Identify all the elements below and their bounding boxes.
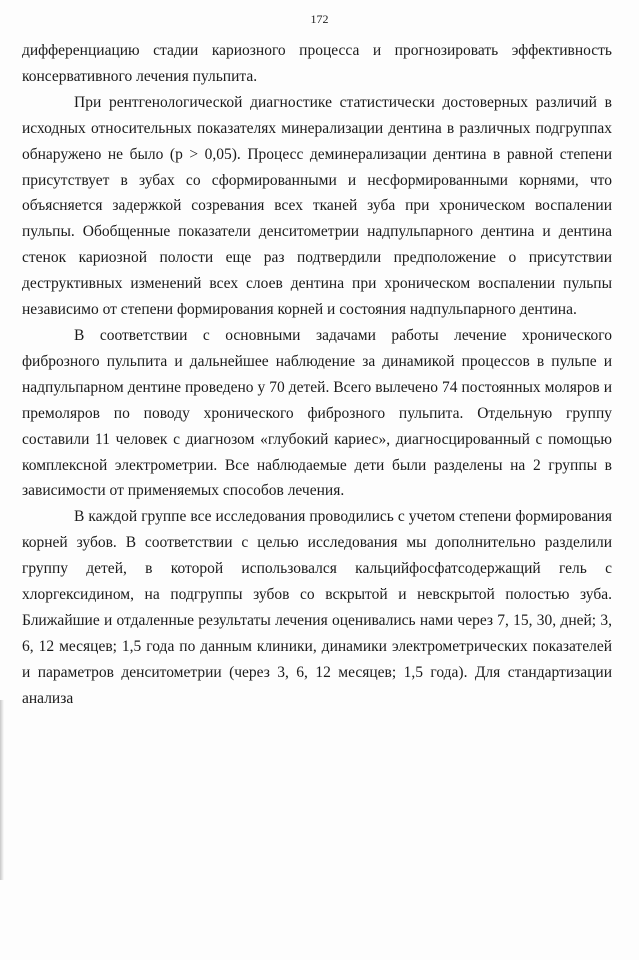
scan-edge-shadow bbox=[0, 700, 4, 880]
paragraph-xray-diagnostics: При рентгенологической диагностике статистически достоверных различий в исходных относительных показателях минерализации дентина в различных подгруппах обнаружено не было (p > 0,05). Процесс деминерализации дентина в равной степени присутствует в зубах со сформированными и несформированными корнями, что объясняется задержкой созревания всех тканей зуба при хроническом воспалении пульпы. Обобщенные показатели денситометрии надпульпарного дентина и дентина стенок кариозной полости еще раз подтвердили предположение о присутствии деструктивных изменений всех слоев дентина при хроническом воспалении пульпы независимо от степени формирования корней и состояния надпульпарного дентина. bbox=[22, 93, 612, 319]
page-number: 172 bbox=[310, 12, 329, 26]
body-text bbox=[22, 38, 612, 712]
paragraph-continuation: дифференциацию стадии кариозного процесса и прогнозировать эффективность консервативного лечения пульпита. bbox=[22, 42, 612, 85]
paragraph-treatment-groups: В соответствии с основными задачами работы лечение хронического фиброзного пульпита и дальнейшее наблюдение за динамикой процессов в пульпе и надпульпарном дентине проведено у 70 детей. Всего вылечено 74 постоянных моляров и премоляров по поводу хронического фиброзного пульпита. Отдельную группу составили 11 человек с диагнозом «глубокий кариес», диагносцированный с помощью комплексной электрометрии. Все наблюдаемые дети были разделены на 2 группы в зависимости от применяемых способов лечения. bbox=[22, 326, 612, 500]
paragraph-study-methods: В каждой группе все исследования проводились с учетом степени формирования корней зубов. В соответствии с целью исследования мы дополнительно разделили группу детей, в которой использовался кальцийфосфатсодержащий гель с хлоргексидином, на подгруппы зубов со вскрытой и невскрытой полостью зуба. Ближайшие и отдаленные результаты лечения оценивались нами через 7, 15, 30, дней; 3, 6, 12 месяцев; 1,5 года по данным клиники, динамики электрометрических показателей и параметров денситометрии (через 3, 6, 12 месяцев; 1,5 года). Для стандартизации анализа bbox=[22, 508, 612, 707]
